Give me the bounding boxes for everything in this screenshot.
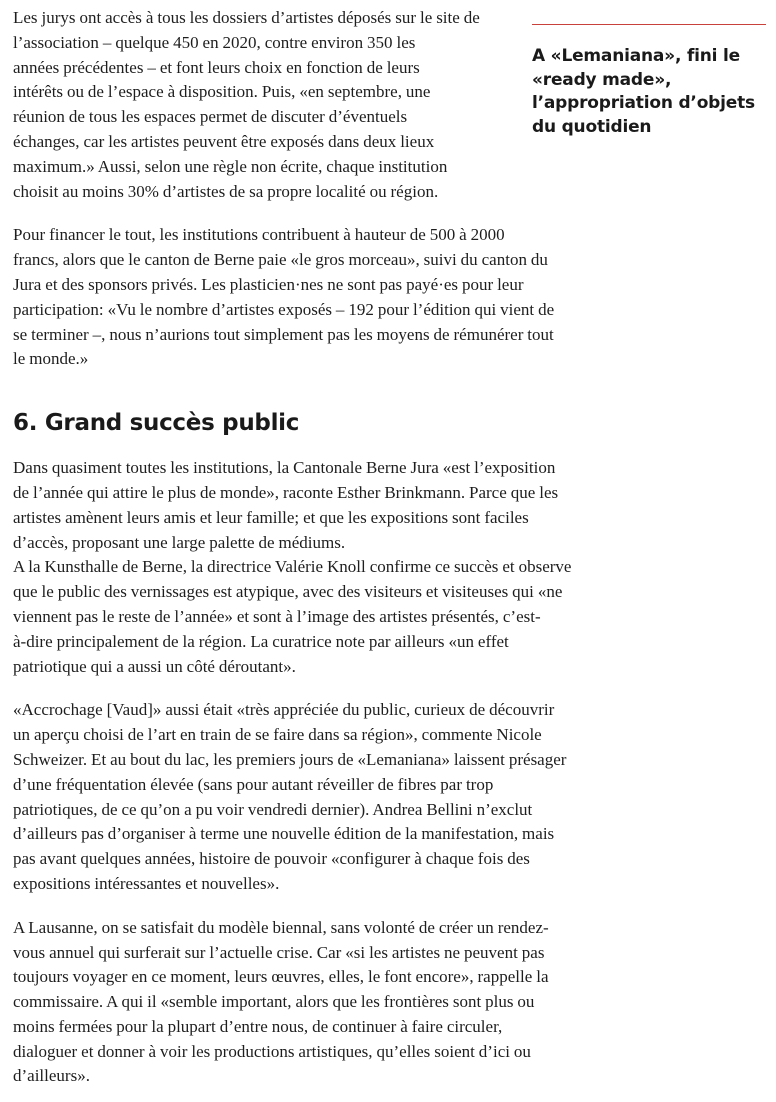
paragraph-spacer bbox=[13, 897, 513, 916]
paragraph-line: d’ailleurs». bbox=[13, 1066, 90, 1086]
paragraph-line: dialoguer et donner à voir les productions artistiques, qu’elles soient d’ici ou bbox=[13, 1041, 531, 1061]
paragraph-line: un aperçu choisi de l’art en train de se faire dans sa région», commente Nicole bbox=[13, 725, 542, 745]
paragraph-line: toujours voyager en ce moment, leurs œuvres, elles, le font encore», rappelle la bbox=[13, 967, 549, 987]
paragraph-line: artistes amènent leurs amis et leur famille; et que les expositions sont faciles bbox=[13, 507, 529, 527]
aside-divider bbox=[532, 24, 766, 25]
paragraph-spacer bbox=[13, 679, 513, 698]
paragraph-line: viennent pas le reste de l’année» et sont à l’image des artistes présentés, c’est- bbox=[13, 606, 541, 626]
paragraph-public-success bbox=[13, 456, 572, 679]
paragraph-line: A Lausanne, on se satisfait du modèle biennal, sans volonté de créer un rendez- bbox=[13, 917, 549, 937]
paragraph-line: choisit au moins 30% d’artistes de sa propre localité ou région. bbox=[13, 181, 439, 201]
paragraph-line: se terminer –, nous n’aurions tout simplement pas les moyens de rémunérer tout bbox=[13, 324, 554, 344]
paragraph-line: Dans quasiment toutes les institutions, la Cantonale Berne Jura «est l’exposition bbox=[13, 458, 556, 478]
related-link-line: A «Lemaniana», fini le bbox=[532, 46, 740, 66]
paragraph-line: Les jurys ont accès à tous les dossiers d’artistes déposés sur le site de bbox=[13, 8, 480, 27]
paragraph-line: d’accès, proposant une large palette de médiums. bbox=[13, 532, 346, 552]
paragraph-line: l’association – quelque 450 en 2020, contre environ 350 les bbox=[13, 32, 416, 52]
paragraph-line: le monde.» bbox=[13, 349, 89, 369]
article-body bbox=[13, 6, 572, 1089]
paragraph-line: expositions intéressantes et nouvelles». bbox=[13, 873, 280, 893]
related-link-line: du quotidien bbox=[532, 116, 652, 137]
related-link-line: l’appropriation d’objets bbox=[532, 93, 755, 113]
paragraph-line: Jura et des sponsors privés. Les plasticien·nes ne sont pas payé·es pour leur bbox=[13, 274, 524, 294]
section-heading: 6. Grand succès public bbox=[13, 410, 300, 437]
paragraph-lausanne bbox=[13, 916, 549, 1090]
paragraph-financing bbox=[13, 223, 555, 372]
paragraph-line: moins fermées pour la plupart d’entre nous, de continuer à faire circuler, bbox=[13, 1016, 503, 1036]
paragraph-accrochage bbox=[13, 698, 567, 896]
paragraph-line: patriotiques, de ce qu’on a pu voir vendredi dernier). Andrea Bellini n’exclut bbox=[13, 799, 533, 819]
paragraph-line: A la Kunsthalle de Berne, la directrice Valérie Knoll confirme ce succès et observe bbox=[13, 557, 572, 577]
paragraph-line: maximum.» Aussi, selon une règle non écrite, chaque institution bbox=[13, 156, 448, 176]
paragraph-line: commissaire. A qui il «semble important, alors que les frontières sont plus ou bbox=[13, 992, 535, 1012]
related-article-aside bbox=[532, 24, 766, 139]
paragraph-line: participation: «Vu le nombre d’artistes exposés – 192 pour l’édition qui vient de bbox=[13, 299, 555, 319]
paragraph-line: Schweizer. Et au bout du lac, les premiers jours de «Lemaniana» laissent présager bbox=[13, 749, 567, 769]
paragraph-line: échanges, car les artistes peuvent être exposés dans deux lieux bbox=[13, 131, 435, 151]
paragraph-line: de l’année qui attire le plus de monde», raconte Esther Brinkmann. Parce que les bbox=[13, 482, 559, 502]
paragraph-line: francs, alors que le canton de Berne paie «le gros morceau», suivi du canton du bbox=[13, 250, 548, 270]
paragraph-line: Pour financer le tout, les institutions contribuent à hauteur de 500 à 2000 bbox=[13, 225, 505, 245]
paragraph-line: que le public des vernissages est atypique, avec des visiteurs et visiteuses qui «ne bbox=[13, 582, 563, 602]
paragraph-spacer bbox=[13, 204, 513, 223]
paragraph-jury-selection bbox=[13, 6, 513, 204]
paragraph-line: d’ailleurs pas d’organiser à terme une nouvelle édition de la manifestation, mais bbox=[13, 824, 555, 844]
paragraph-line: intérêts ou de l’espace à disposition. Puis, «en septembre, une bbox=[13, 82, 431, 102]
section-spacer bbox=[13, 372, 513, 408]
paragraph-line: vous annuel qui surferait sur l’actuelle crise. Car «si les artistes ne peuvent pas bbox=[13, 942, 545, 962]
paragraph-line: réunion de tous les espaces permet de discuter d’éventuels bbox=[13, 107, 408, 127]
paragraph-line: d’une fréquentation élevée (sans pour autant réveiller de fibres par trop bbox=[13, 774, 494, 794]
related-link-line: «ready made», bbox=[532, 69, 672, 90]
paragraph-line: patriotique qui a aussi un côté déroutant». bbox=[13, 656, 296, 676]
related-article-link[interactable] bbox=[532, 45, 766, 139]
paragraph-line: années précédentes – et font leurs choix en fonction de leurs bbox=[13, 57, 420, 77]
section-spacer bbox=[13, 438, 513, 456]
paragraph-line: «Accrochage [Vaud]» aussi était «très appréciée du public, curieux de découvrir bbox=[13, 700, 555, 720]
paragraph-line: à-dire principalement de la région. La curatrice note par ailleurs «un effet bbox=[13, 631, 509, 651]
paragraph-line: pas avant quelques années, histoire de pouvoir «configurer à chaque fois des bbox=[13, 849, 530, 869]
